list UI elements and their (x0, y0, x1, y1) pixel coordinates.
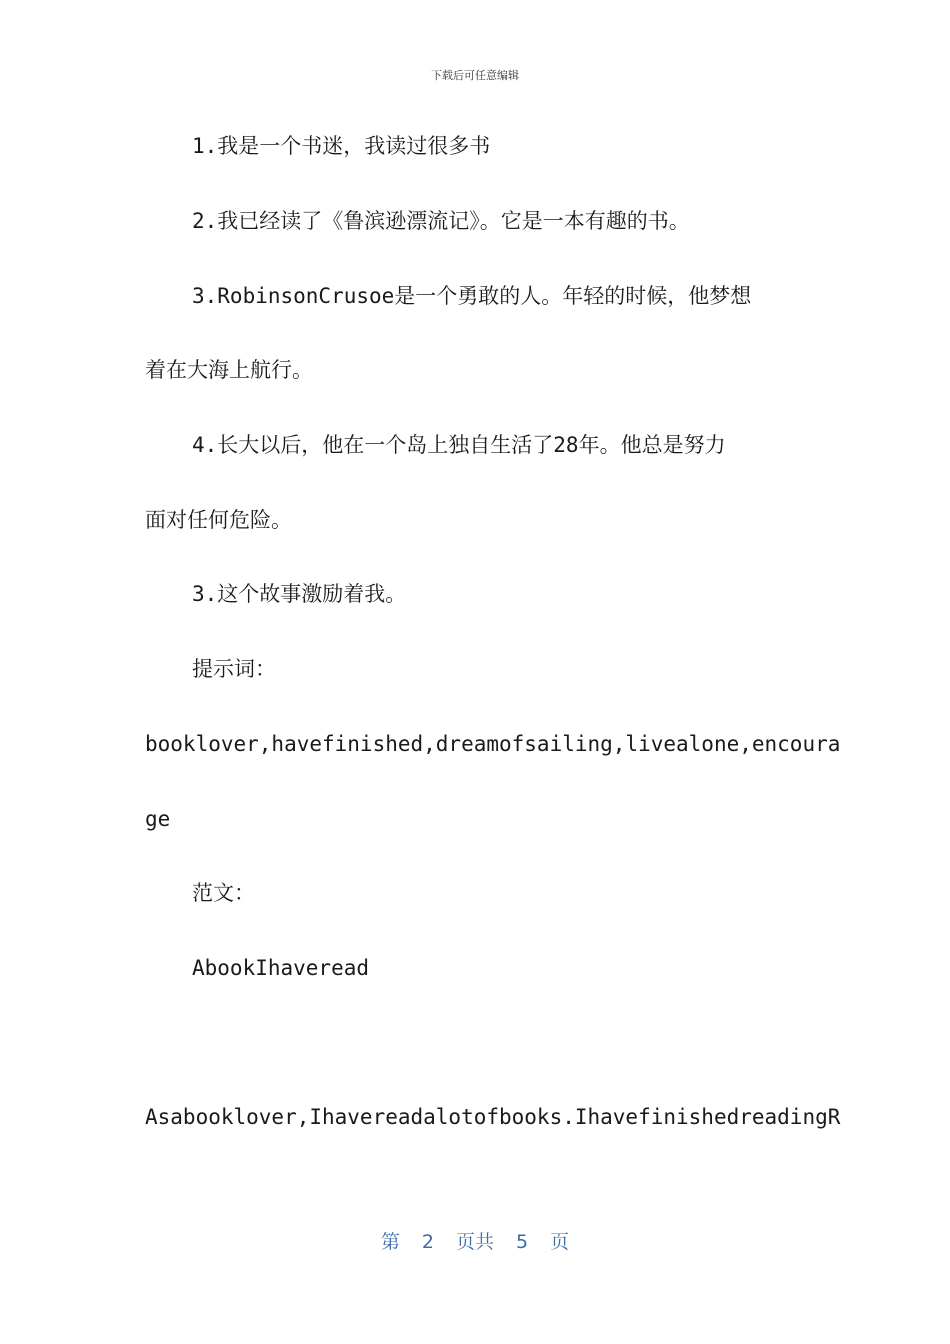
hint-words-label: 提示词： (192, 657, 276, 681)
sample-essay-label: 范文： (192, 881, 255, 905)
body-line-4: 着在大海上航行。 (145, 358, 313, 382)
essay-title: AbookIhaveread (192, 956, 370, 980)
body-line-3: 3.RobinsonCrusoe是一个勇敢的人。年轻的时候，他梦想 (192, 284, 752, 308)
footer-suffix: 页 (550, 1231, 570, 1253)
body-line-6: 面对任何危险。 (145, 508, 292, 532)
body-line-2: 2.我已经读了《鲁滨逊漂流记》。它是一本有趣的书。 (192, 209, 690, 233)
footer-total-pages: 5 (516, 1231, 529, 1253)
hint-words-line-1: booklover,havefinished,dreamofsailing,livealone,encoura (145, 732, 841, 756)
page-footer (0, 1227, 950, 1254)
body-line-5: 4.长大以后，他在一个岛上独自生活了28年。他总是努力 (192, 433, 726, 457)
hint-words-line-2: ge (145, 807, 171, 831)
footer-middle: 页共 (455, 1231, 494, 1253)
essay-first-line: Asabooklover,Ihavereadalotofbooks.IhavefinishedreadingR (145, 1105, 841, 1129)
body-line-1: 1.我是一个书迷，我读过很多书 (192, 134, 491, 158)
page-header-note: 下载后可任意编辑 (431, 69, 519, 82)
footer-current-page: 2 (421, 1231, 434, 1253)
body-line-7: 3.这个故事激励着我。 (192, 582, 407, 606)
footer-prefix: 第 (380, 1231, 400, 1253)
